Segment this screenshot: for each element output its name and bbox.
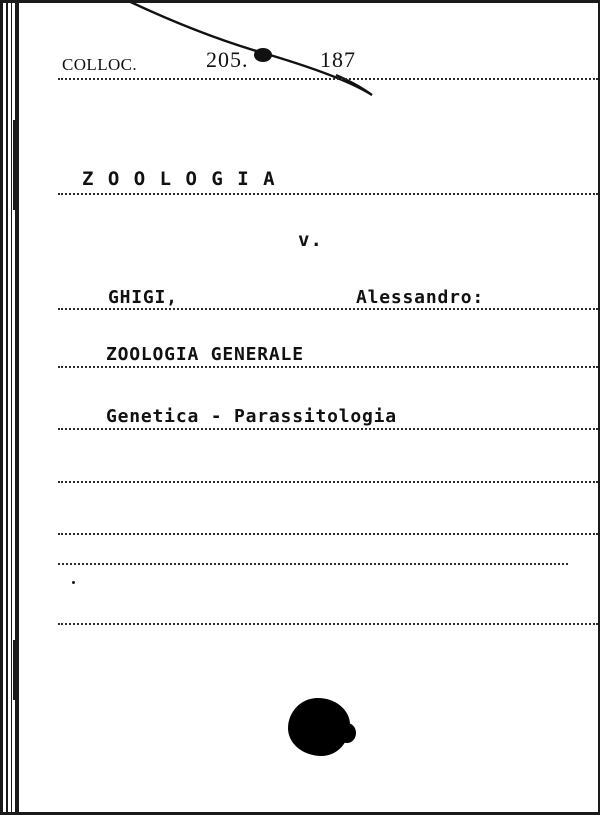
card-rule-5 <box>58 428 598 430</box>
card-rule-3 <box>58 308 598 310</box>
title-line-2: Genetica - Parassitologia <box>106 406 397 427</box>
card-rule-4 <box>58 366 598 368</box>
subject-heading: Z O O L O G I A <box>82 168 277 190</box>
ink-blot-mark-tail <box>338 723 356 743</box>
card-rule-2 <box>58 193 598 195</box>
card-paper-face <box>20 3 598 812</box>
scan-edge-band-4 <box>15 0 19 815</box>
scan-edge-speck-2 <box>13 640 15 700</box>
scan-edge-band-3 <box>11 0 12 815</box>
scan-edge-speck-1 <box>13 120 15 210</box>
card-rule-9 <box>58 623 598 625</box>
card-rule-7 <box>58 533 598 535</box>
author-surname: GHIGI, <box>108 287 178 308</box>
scan-edge-band-2 <box>6 0 8 815</box>
stray-ink-dot <box>72 581 75 584</box>
card-rule-6 <box>58 481 598 483</box>
title-line-1: ZOOLOGIA GENERALE <box>106 344 304 365</box>
card-rule-1 <box>58 78 598 80</box>
scan-edge-band-1 <box>0 0 3 815</box>
card-rule-8 <box>58 563 568 565</box>
shelfmark-value-primary: 205. <box>206 47 249 72</box>
shelfmark-label: COLLOC. <box>62 55 138 74</box>
volume-marker: v. <box>298 229 323 251</box>
author-given-name: Alessandro: <box>356 287 485 308</box>
shelfmark-value-secondary: 187 <box>320 47 356 72</box>
